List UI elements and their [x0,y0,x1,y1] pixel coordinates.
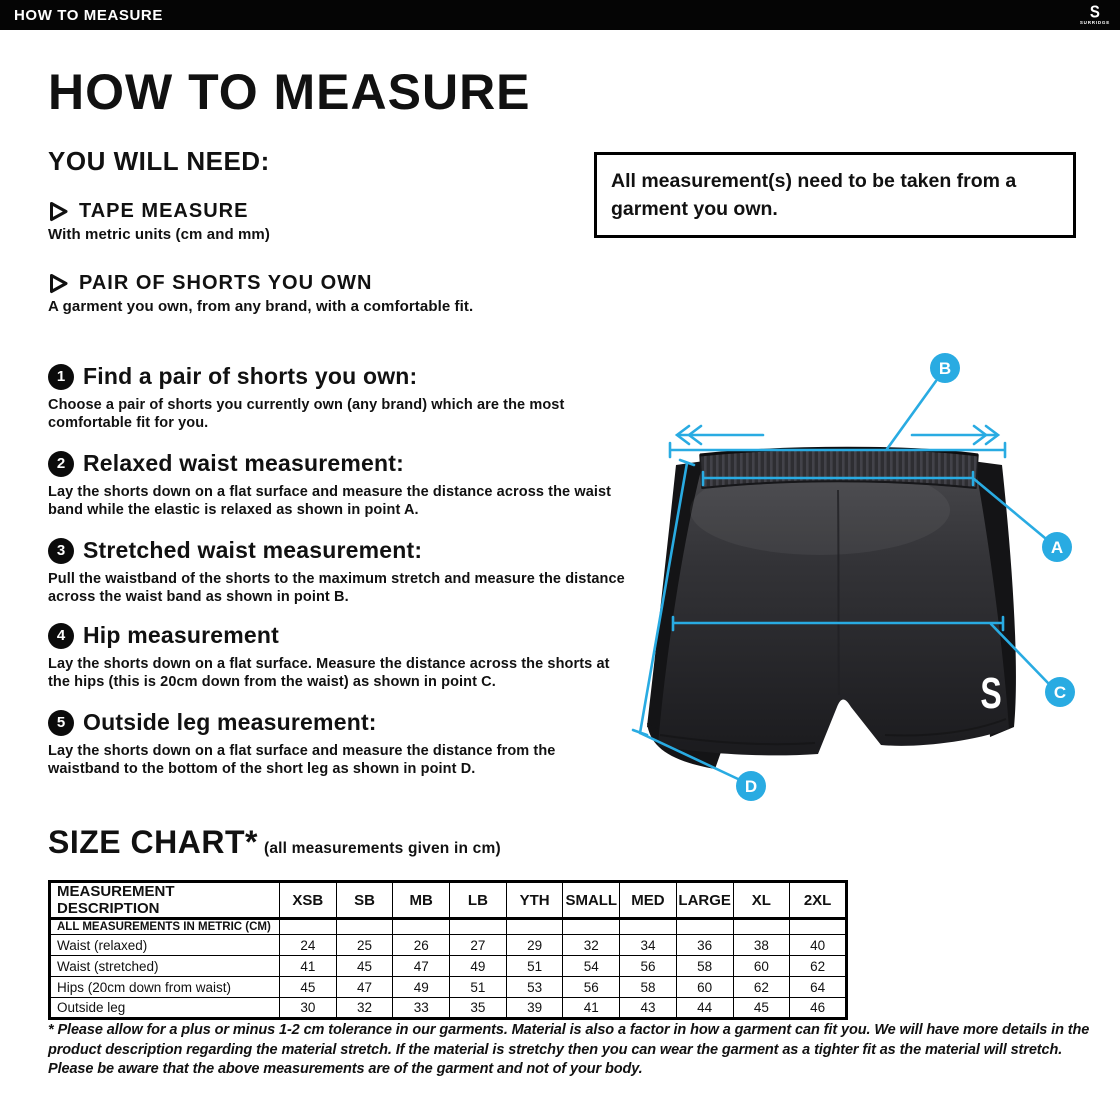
size-value: 32 [563,935,620,956]
empty-cell [733,919,790,935]
empty-cell [620,919,677,935]
point-label-c: C [1053,683,1067,702]
size-value: 25 [336,935,393,956]
need-item-subtitle: A garment you own, from any brand, with a comfortable fit. [48,298,474,315]
surridge-s-icon: S [1089,2,1100,23]
size-value: 51 [506,956,563,977]
measurement-notice-box: All measurement(s) need to be taken from a garment you own. [594,152,1076,238]
empty-cell [336,919,393,935]
size-value: 43 [620,998,677,1019]
step-body: Choose a pair of shorts you currently own (any brand) which are the most comfortable fit for you. [48,397,565,431]
point-label-b: B [938,359,952,378]
triangle-bullet-icon [48,273,69,294]
row-label: Waist (stretched) [50,956,280,977]
row-label: Waist (relaxed) [50,935,280,956]
size-value: 26 [393,935,450,956]
shorts-measurement-diagram [620,345,1120,815]
col-header-size: SB [336,882,393,919]
callout-line-b [887,381,936,449]
row-label: Hips (20cm down from waist) [50,977,280,998]
size-chart-title: SIZE CHART* [48,824,258,860]
size-value: 47 [393,956,450,977]
surridge-logo-text: SURRIDGE [1079,20,1110,26]
col-header-size: LB [450,882,507,919]
step-number-badge: 2 [48,451,74,477]
col-header-size: MB [393,882,450,919]
size-value: 58 [676,956,733,977]
size-chart-row [50,956,847,977]
metric-note-row [50,919,847,935]
size-value: 58 [620,977,677,998]
top-bar [0,0,1120,30]
size-value: 41 [280,956,337,977]
col-header-size: XL [733,882,790,919]
step-relaxed-waist [48,450,628,519]
step-title: Outside leg measurement: [83,709,377,735]
empty-cell [790,919,847,935]
step-title: Stretched waist measurement: [83,537,423,563]
size-chart-row [50,998,847,1019]
metric-note-cell: ALL MEASUREMENTS IN METRIC (CM) [50,919,280,935]
size-value: 62 [790,956,847,977]
size-value: 49 [393,977,450,998]
need-item-shorts [48,272,588,315]
size-value: 45 [280,977,337,998]
size-value: 54 [563,956,620,977]
triangle-bullet-icon [48,201,69,222]
step-hip [48,622,628,691]
step-body: Pull the waistband of the shorts to the maximum stretch and measure the distance across the waist band as shown in point B. [48,571,625,605]
step-body: Lay the shorts down on a flat surface and measure the distance across the waist band while the elastic is relaxed as shown in point A. [48,484,612,518]
empty-cell [676,919,733,935]
size-value: 30 [280,998,337,1019]
step-body: Lay the shorts down on a flat surface and measure the distance from the waistband to the bottom of the short leg as shown in point D. [48,743,556,777]
size-value: 29 [506,935,563,956]
size-value: 39 [506,998,563,1019]
step-number-badge: 4 [48,623,74,649]
shorts-front-body [658,459,1009,755]
col-header-size: MED [620,882,677,919]
size-value: 38 [733,935,790,956]
size-value: 40 [790,935,847,956]
size-value: 35 [450,998,507,1019]
size-chart-header-row [50,882,847,919]
you-will-need-heading: YOU WILL NEED: [48,146,270,176]
need-item-subtitle: With metric units (cm and mm) [48,226,270,243]
step-number-badge: 1 [48,364,74,390]
size-value: 51 [450,977,507,998]
size-chart-table [48,880,848,1020]
empty-cell [563,919,620,935]
empty-cell [450,919,507,935]
col-header-size: SMALL [563,882,620,919]
step-outside-leg [48,709,628,778]
tolerance-footnote: * Please allow for a plus or minus 1-2 cm tolerance in our garments. Material is also a factor in how a garment can fit you. We will have more details in the product description regarding the material stretch. If the material is stretchy then you can wear the garment as a tighter fit as the material will stretch. Please be aware that the above measurements are of the garment and not of your body. [48,1022,1090,1077]
empty-cell [506,919,563,935]
size-value: 60 [676,977,733,998]
size-chart-subheading: (all measurements given in cm) [263,840,501,857]
col-header-size: XSB [280,882,337,919]
step-find-shorts [48,363,628,432]
size-value: 45 [733,998,790,1019]
step-body: Lay the shorts down on a flat surface. Measure the distance across the shorts at the hips (this is 20cm down from the waist) as shown in point C. [48,656,610,690]
step-number-badge: 5 [48,710,74,736]
page-title: HOW TO MEASURE [48,64,531,120]
col-header-size: LARGE [676,882,733,919]
step-title: Relaxed waist measurement: [83,450,404,476]
shorts-leg-logo [980,669,1001,718]
need-item-title: TAPE MEASURE [79,200,249,222]
need-item-title: PAIR OF SHORTS YOU OWN [79,272,373,294]
point-label-d: D [744,777,758,796]
need-item-tape-measure [48,200,588,243]
size-value: 34 [620,935,677,956]
empty-cell [280,919,337,935]
row-label: Outside leg [50,998,280,1019]
size-value: 27 [450,935,507,956]
size-value: 56 [620,956,677,977]
size-value: 46 [790,998,847,1019]
size-value: 24 [280,935,337,956]
size-value: 45 [336,956,393,977]
window-title: HOW TO MEASURE [14,6,163,24]
size-value: 32 [336,998,393,1019]
size-value: 33 [393,998,450,1019]
col-header-size: 2XL [790,882,847,919]
size-value: 64 [790,977,847,998]
size-value: 60 [733,956,790,977]
point-label-a: A [1050,538,1064,557]
col-header-description: MEASUREMENT DESCRIPTION [50,882,280,919]
step-title: Hip measurement [83,622,280,648]
size-value: 44 [676,998,733,1019]
step-title: Find a pair of shorts you own: [83,363,418,389]
size-value: 53 [506,977,563,998]
svg-text:S: S [980,669,1002,719]
size-chart-heading [48,824,501,861]
size-value: 56 [563,977,620,998]
size-chart-row [50,977,847,998]
col-header-size: YTH [506,882,563,919]
size-value: 36 [676,935,733,956]
size-value: 49 [450,956,507,977]
step-number-badge: 3 [48,538,74,564]
size-value: 62 [733,977,790,998]
shorts-waistband [700,448,978,488]
empty-cell [393,919,450,935]
size-chart-row [50,935,847,956]
size-value: 41 [563,998,620,1019]
step-stretched-waist [48,537,628,606]
size-value: 47 [336,977,393,998]
surridge-logo [1079,2,1110,26]
